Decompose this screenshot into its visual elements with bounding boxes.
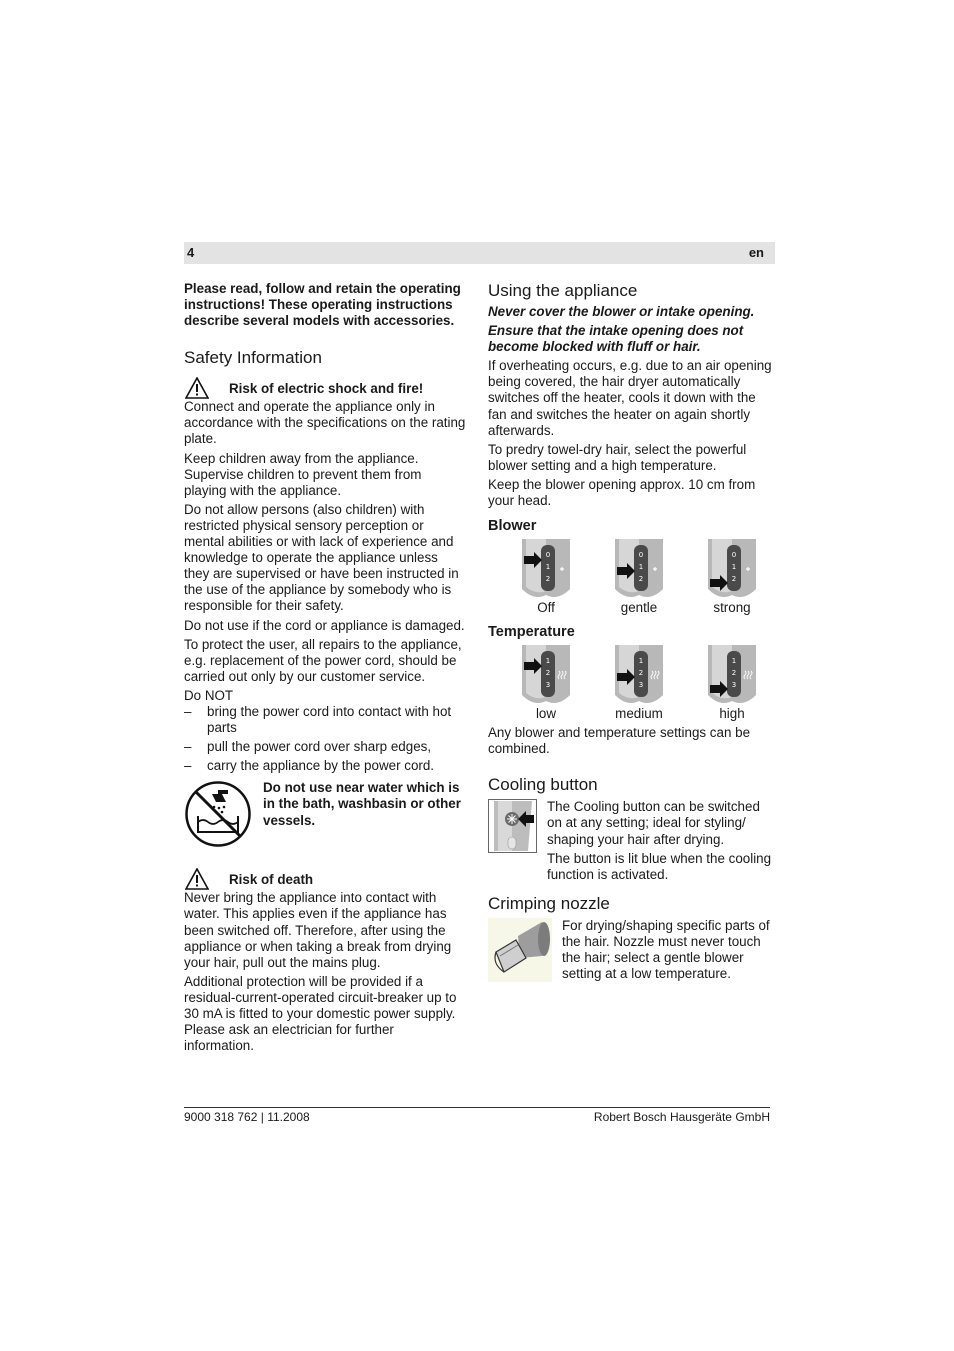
crimping-text: For drying/shaping specific parts of the hair. Nozzle must never touch the hair; select a gentle blower setting at a low temperature.: [562, 917, 770, 982]
blower-setting-strong: [696, 539, 768, 616]
blower-label-strong: strong: [713, 600, 751, 616]
temperature-digit-3: 3: [545, 681, 551, 690]
temperature-setting-high: [696, 645, 768, 722]
blower-digit-2: 2: [545, 575, 551, 584]
list-item: – pull the power cord over sharp edges,: [184, 739, 466, 755]
blower-label-gentle: gentle: [620, 600, 658, 616]
blower-switch-icon: [613, 539, 665, 599]
temperature-switch-icon: [613, 645, 665, 705]
safety-p5: To protect the user, all repairs to the appliance, e.g. replacement of the power cord, should be carried out only by our customer service.: [184, 636, 462, 684]
blower-label-off: Off: [537, 600, 555, 616]
header-bar: [184, 242, 775, 264]
do-not-label: Do NOT: [184, 687, 234, 703]
page-number: 4: [187, 245, 195, 260]
caution-cover: Never cover the blower or intake opening.: [488, 304, 755, 319]
temperature-label-high: high: [719, 706, 745, 722]
blower-switch-icon: [706, 539, 758, 599]
combined-text: Any blower and temperature settings can be combined.: [488, 725, 751, 757]
list-item: – carry the appliance by the power cord.: [184, 758, 466, 774]
temperature-title: Temperature: [488, 624, 575, 641]
overheat-text: If overheating occurs, e.g. due to an air opening being covered, the hair dryer automatically switches off the heater, cools it down with the fan and switches the heater on again shortly afterwards.: [488, 358, 772, 438]
predry-text: To predry towel-dry hair, select the powerful blower setting and a high temperature.: [488, 441, 747, 473]
distance-text: Keep the blower opening approx. 10 cm from your head.: [488, 476, 756, 509]
company-name: Robert Bosch Hausgeräte GmbH: [593, 1110, 770, 1124]
temperature-setting-medium: [603, 645, 675, 722]
safety-p4: Do not use if the cord or appliance is damaged.: [184, 617, 465, 633]
blower-digit-2: 2: [731, 575, 737, 584]
left-column: [184, 281, 466, 1054]
blower-digit-1: 1: [638, 563, 644, 572]
temperature-digit-3: 3: [731, 681, 737, 690]
death-warning-text: Risk of death: [229, 871, 314, 887]
blower-digit-1: 1: [545, 563, 551, 572]
blower-setting-off: [510, 539, 582, 616]
safety-p3: Do not allow persons (also children) with restricted physical sensory perception or mental abilities or with lack of experience and knowledge to operate the appliance unless they are supervised or have been instructed in the use of the appliance by somebody who is responsible for their safety.: [184, 501, 459, 614]
footer-divider: [184, 1107, 770, 1108]
blower-setting-gentle: [603, 539, 675, 616]
no-water-icon: [184, 780, 252, 848]
temperature-digit-1: 1: [545, 657, 551, 666]
language-code: en: [748, 245, 764, 260]
temperature-label-medium: medium: [615, 706, 663, 722]
blower-digit-0: 0: [545, 551, 551, 560]
temperature-label-low: low: [535, 706, 557, 722]
cooling-text-1: The Cooling button can be switched on at any setting; ideal for styling/ shaping your hair after drying.: [547, 799, 760, 847]
blower-switch-icon: [520, 539, 572, 599]
crimping-section: [488, 918, 775, 982]
temperature-digit-3: 3: [638, 681, 644, 690]
cooling-text-2: The button is lit blue when the cooling function is activated.: [547, 850, 772, 882]
crimping-title: Crimping nozzle: [488, 893, 610, 913]
temperature-switch-icon: [706, 645, 758, 705]
temperature-digit-2: 2: [731, 669, 737, 678]
temperature-digit-2: 2: [638, 669, 644, 678]
temperature-digit-1: 1: [638, 657, 644, 666]
blower-settings: [510, 539, 768, 616]
blower-digit-0: 0: [638, 551, 644, 560]
blower-digit-0: 0: [731, 551, 737, 560]
safety-title: Safety Information: [184, 348, 322, 368]
blower-digit-2: 2: [638, 575, 644, 584]
shock-warning: [184, 377, 466, 399]
death-warning: [184, 868, 466, 890]
temperature-switch-icon: [520, 645, 572, 705]
water-warning-text: Do not use near water which is in the bath, washbasin or other vessels.: [263, 780, 461, 828]
warning-triangle-icon: [185, 377, 209, 399]
intro-text: Please read, follow and retain the operating instructions! These operating instructions describe several models with accessories.: [184, 281, 461, 329]
temperature-digit-1: 1: [731, 657, 737, 666]
safety-p7: Additional protection will be provided if a residual-current-operated circuit-breaker up to 30 mA is fitted to your domestic power supply. Please ask an electrician for further information.: [184, 973, 457, 1054]
shock-warning-text: Risk of electric shock and fire!: [229, 380, 424, 396]
safety-p2: Keep children away from the appliance. Supervise children to prevent them from playing with the appliance.: [184, 450, 422, 498]
safety-p6: Never bring the appliance into contact with water. This applies even if the appliance has been switched off. Therefore, after using the appliance or when taking a break from drying your hair, pull out the mains plug.: [184, 890, 452, 970]
temperature-setting-low: [510, 645, 582, 722]
cooling-button-icon: [488, 799, 537, 853]
warning-triangle-icon: [185, 868, 209, 890]
do-not-list: [184, 704, 466, 774]
safety-p1: Connect and operate the appliance only in accordance with the specifications on the rating plate.: [184, 399, 466, 447]
right-column: [488, 281, 775, 982]
using-title: Using the appliance: [488, 281, 638, 300]
cooling-title: Cooling button: [488, 775, 598, 795]
crimping-nozzle-icon: [488, 918, 552, 982]
water-warning: [184, 780, 466, 848]
document-number: 9000 318 762 | 11.2008: [184, 1110, 310, 1124]
temperature-digit-2: 2: [545, 669, 551, 678]
blower-title: Blower: [488, 518, 537, 535]
list-item: – bring the power cord into contact with hot parts: [184, 704, 466, 736]
temperature-settings: [510, 645, 768, 722]
caution-intake: Ensure that the intake opening does not become blocked with fluff or hair.: [488, 323, 744, 355]
cooling-section: [488, 799, 775, 882]
blower-digit-1: 1: [731, 563, 737, 572]
